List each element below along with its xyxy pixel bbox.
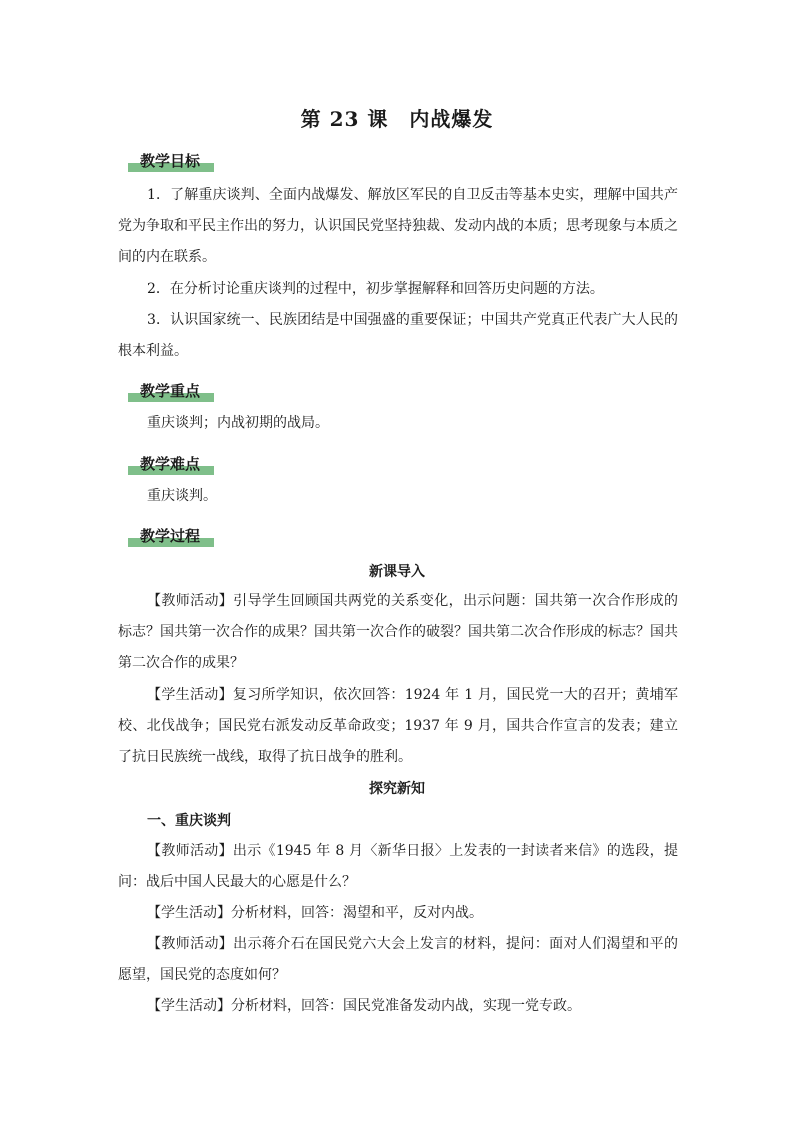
- heading-label: 教学难点: [140, 455, 201, 473]
- part1-student-activity-2: 【学生活动】分析材料，回答：国民党准备发动内战，实现一党专政。: [147, 998, 581, 1014]
- intro-teacher-activity: 【教师活动】引导学生回顾国共两党的关系变化，出示问题：国共第一次合作形成的标志？国共第一次合作的成果？国共第一次合作的破裂？国共第二次合作形成的标志？国共第二次合作的成果？: [118, 593, 678, 671]
- goal-item-1: 1．了解重庆谈判、全面内战爆发、解放区军民的自卫反击等基本史实，理解中国共产党为争取和平民主作出的努力，认识国民党坚持独裁、发动内战的本质；思考现象与本质之间的内在联系。: [118, 187, 678, 265]
- heading-label: 教学重点: [140, 382, 201, 400]
- goal-item-2: 2．在分析讨论重庆谈判的过程中，初步掌握解释和回答历史问题的方法。: [147, 281, 604, 297]
- heading-label: 教学过程: [140, 527, 201, 545]
- part1-student-activity-1: 【学生活动】分析材料，回答：渴望和平，反对内战。: [147, 905, 483, 921]
- part1-teacher-activity-1: 【教师活动】出示《1945 年 8 月〈新华日报〉上发表的一封读者来信》的选段，提问：战后中国人民最大的心愿是什么？: [118, 843, 678, 890]
- heading-key-points: [128, 378, 214, 404]
- subheading-intro: 新课导入: [369, 564, 425, 580]
- part1-teacher-activity-2: 【教师活动】出示蒋介石在国民党六大会上发言的材料，提问：面对人们渴望和平的愿望，国民党的态度如何？: [118, 936, 678, 983]
- heading-process: [128, 523, 214, 549]
- difficulties-text: 重庆谈判。: [147, 488, 217, 504]
- lesson-title: 第 23 课 内战爆发: [300, 107, 494, 131]
- key-points-text: 重庆谈判；内战初期的战局。: [147, 415, 329, 431]
- goal-item-3: 3．认识国家统一、民族团结是中国强盛的重要保证；中国共产党真正代表广大人民的根本利益。: [118, 312, 678, 359]
- section-chongqing-negotiation: 一、重庆谈判: [147, 813, 231, 829]
- subheading-explore: 探究新知: [369, 781, 425, 797]
- heading-difficulties: [128, 451, 214, 477]
- intro-student-activity: 【学生活动】复习所学知识，依次回答：1924 年 1 月，国民党一大的召开；黄埔军校、北伐战争；国民党右派发动反革命政变；1937 年 9 月，国共合作宣言的发表；建立了抗日民族统一战线，取得了抗日战争的胜利。: [118, 687, 678, 765]
- heading-teaching-goals: [128, 148, 214, 174]
- heading-label: 教学目标: [140, 152, 201, 170]
